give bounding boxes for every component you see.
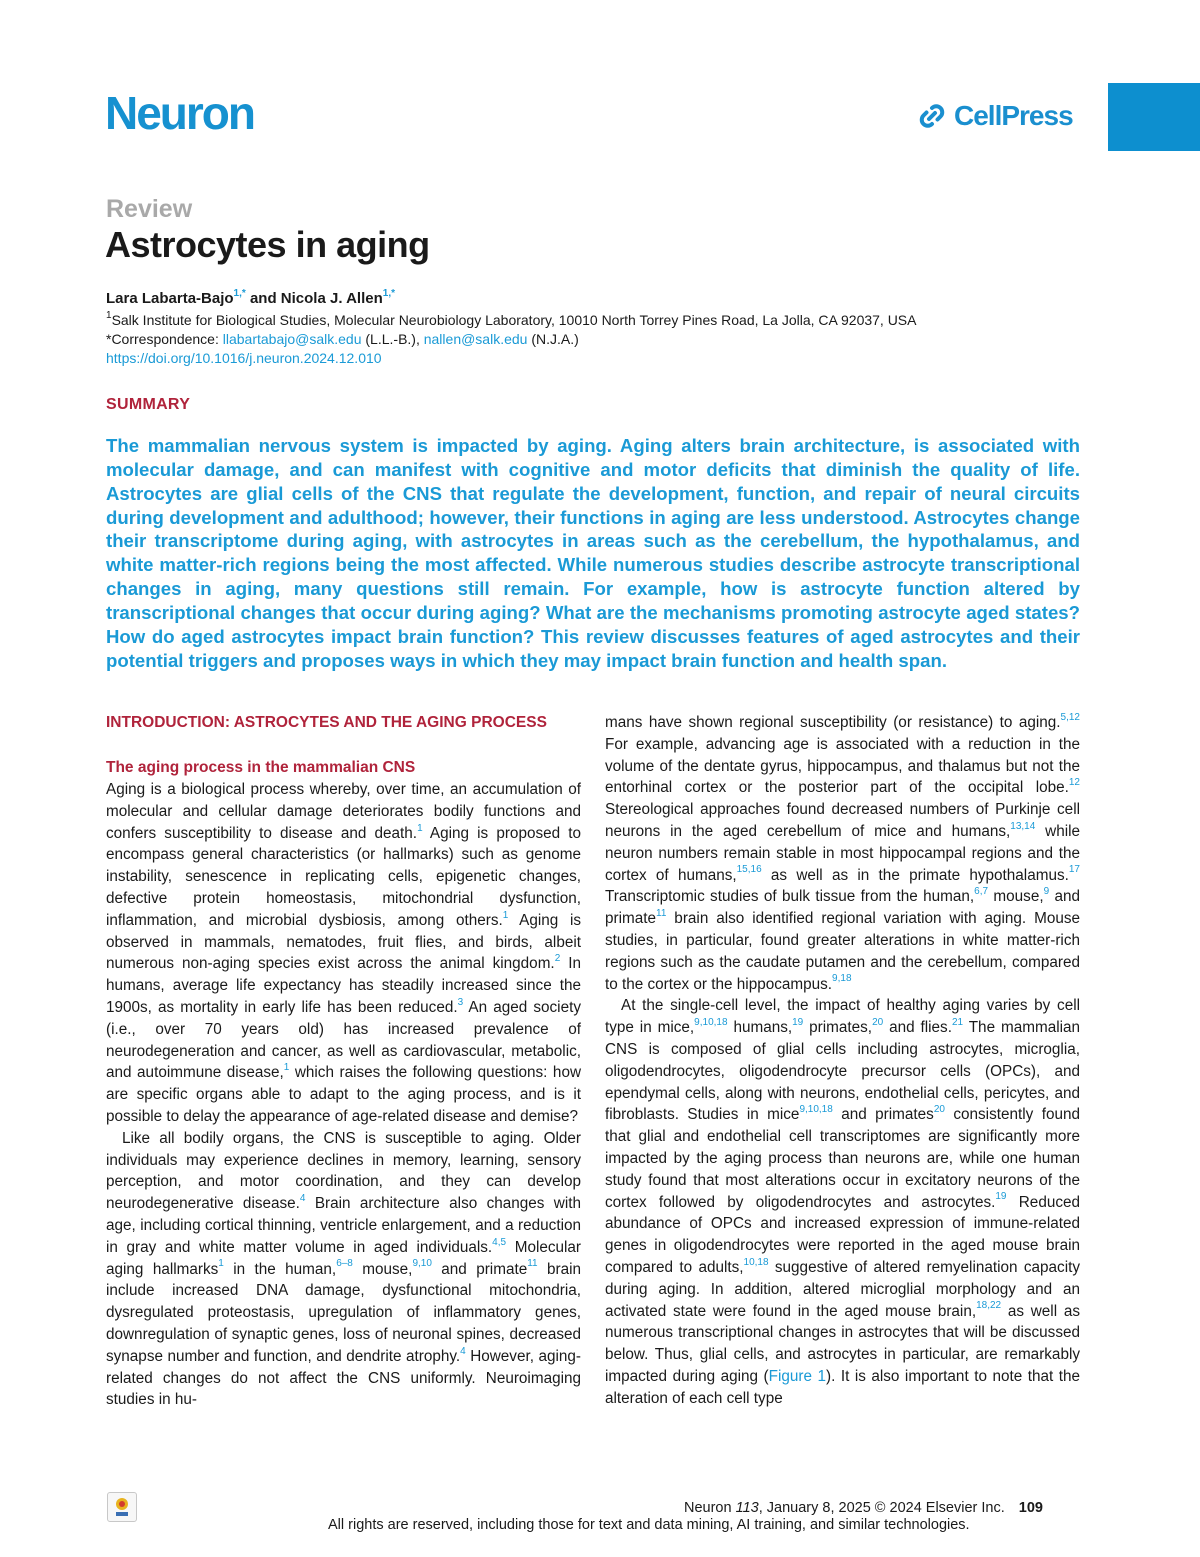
citation-ref[interactable]: 15,16 — [736, 864, 762, 876]
citation-ref[interactable]: 9,10 — [412, 1258, 432, 1270]
affiliation-line — [106, 311, 1066, 330]
figure-link[interactable]: Figure 1 — [768, 1367, 826, 1385]
author-list — [106, 290, 395, 307]
citation-ref[interactable]: 21 — [951, 1017, 964, 1029]
author-marks: 1,* — [233, 288, 246, 299]
citation-ref[interactable]: 9,18 — [832, 973, 852, 985]
citation-ref[interactable]: 11 — [656, 908, 667, 920]
body-paragraph: Aging is a biological process whereby, over time, an accumulation of molecular and cellular damage deteriorates bodily functions and confers susceptibility to disease and death.$^1$ Aging is proposed to encompass general characteristics (or hallmarks) such as genome instability, senescence in replicating cells, epigenetic changes, defective protein homeostasis, mitochondrial dysfunction, inflammation, and microbial dysbiosis, among others.$^1$ Aging is observed in mammals, nematodes, fruit flies, and birds, albeit numerous non-aging species exist across the animal kingdom.$^2$ In humans, average life expectancy has steadily increased since the 1900s, as mortality in early life has been reduced.$^3$ An aged society (i.e., over 70 years old) has increased prevalence of neurodegeneration and cancer, as well as cardiovascular, metabolic, and autoimmune disease,$^1$ which raises the following questions: how are specific organs able to adapt to the aging process, and is it possible to delay the appearance of age-related disease and demise? — [106, 781, 582, 1125]
check-updates-icon — [112, 1496, 132, 1518]
affiliation-mark: 1 — [106, 310, 112, 322]
page-number: 109 — [1018, 1500, 1043, 1516]
correspondence-line — [106, 330, 1066, 349]
citation-volume: 113 — [735, 1500, 759, 1516]
doi-link[interactable]: https://doi.org/10.1016/j.neuron.2024.12.010 — [106, 350, 382, 366]
citation-ref[interactable]: 1 — [218, 1258, 224, 1270]
citation-ref[interactable]: 19 — [792, 1017, 804, 1029]
article-title: Astrocytes in aging — [105, 224, 430, 265]
email-link[interactable]: nallen@salk.edu — [423, 331, 528, 347]
rights-notice: All rights are reserved, including those for text and data mining, AI training, and similar technologies. — [328, 1517, 970, 1533]
check-for-updates-badge[interactable] — [107, 1492, 137, 1522]
author-name: Lara Labarta-Bajo — [106, 290, 234, 307]
citation-ref[interactable]: 9,10,18 — [799, 1104, 833, 1116]
citation-ref[interactable]: 1 — [417, 822, 423, 834]
citation-ref[interactable]: 3 — [457, 996, 464, 1008]
body-paragraph: Like all bodily organs, the CNS is susceptible to aging. Older individuals may experience declines in memory, learning, sensory perception, and motor coordination, and they can develop neurodegenerative disease.$^4$ Brain architecture also changes with age, including cortical thinning, ventricle enlargement, and a reduction in gray and white matter volume in aged individuals.$^{4,5}$ Molecular aging hallmarks$^1$ in the human,$^{6-8}$ mouse,$^{9,10}$ and primate$^{11}$ brain include increased DNA damage, dysfunctional mitochondria, dysregulated proteostasis, upregulation of inflammatory genes, downregulation of synaptic genes, loss of neuronal spines, decreased synapse number and function, and dendrite atrophy.$^4$ However, aging-related changes do not affect the CNS uniformly. Neuroimaging studies in hu- — [106, 1129, 582, 1409]
citation-ref[interactable]: 11 — [527, 1258, 538, 1270]
publisher-logo — [916, 100, 1073, 132]
right-column — [605, 712, 1080, 1410]
citation-ref[interactable]: 4,5 — [492, 1236, 507, 1248]
author-name: Nicola J. Allen — [280, 290, 383, 307]
citation-ref[interactable]: 4 — [460, 1345, 466, 1357]
citation-ref[interactable]: 1 — [283, 1062, 290, 1074]
citation-ref[interactable]: 18,22 — [976, 1300, 1002, 1312]
citation-ref[interactable]: 9,10,18 — [694, 1017, 728, 1029]
citation-ref[interactable]: 6,7 — [974, 886, 989, 898]
summary-heading: SUMMARY — [106, 396, 191, 413]
body-paragraph: At the single-cell level, the impact of healthy aging varies by cell type in mice,$^{9,10,18}$ humans,$^{19}$ primates,$^{20}$ and flies.$^{21}$ The mammalian CNS is composed of glial cells including astrocytes, microglia, oligodendrocytes, oligodendrocyte precursor cells (OPCs), and ependymal cells, along with neurons, endothelial cells, pericytes, and fibroblasts. Studies in mice$^{9,10,18}$ and primates$^{20}$ consistently found that glial and endothelial cell transcriptomes are significantly more impacted by the aging process than neurons are, while one human study found that most alterations occur in excitatory neurons of the cortex followed by oligodendrocytes and astrocytes.$^{19}$ Reduced abundance of OPCs and increased expression of immune-related genes in oligodendrocytes were reported in the aged mouse brain compared to adults,$^{10,18}$ suggestive of altered remyelination capacity during aging. In addition, altered microglial morphology and an activated state were found in the aged mouse brain,$^{18,22}$ as well as numerous transcriptional changes in astrocytes that will be discussed below. Thus, glial cells, and astrocytes in particular, are remarkably impacted during aging (Figure 1). It is also important to note that the alteration of each cell type — [605, 997, 1081, 1407]
author-marks: 1,* — [382, 288, 396, 299]
publisher-name: CellPress — [954, 100, 1073, 131]
article-type: Review — [106, 195, 193, 223]
body-paragraph: mans have shown regional susceptibility (or resistance) to aging.$^{5,12}$ For example, advancing age is associated with a reduction in the volume of the dentate gyrus, hippocampus, and thalamus but not the entorhinal cortex or the posterior part of the occipital lobe.$^{12}$ Stereological approaches found decreased numbers of Purkinje cell neurons in the aged cerebellum of mice and humans,$^{13,14}$ while neuron numbers remain stable in most hippocampal regions and the cortex of humans,$^{15,16}$ as well as in the primate hypothalamus.$^{17}$ Transcriptomic studies of bulk tissue from the human,$^{6,7}$ mouse,$^9$ and primate$^{11}$ brain also identified regional variation with aging. Mouse studies, in particular, found greater alterations in white matter-rich regions such as the caudate putamen and the cerebellum, compared to the cortex or the hippocampus.$^{9,18}$ — [605, 711, 1081, 993]
subsection-heading: The aging process in the mammalian CNS — [106, 759, 416, 776]
author-conjunction: and — [245, 290, 281, 307]
email-owner: (L.L.-B.), — [361, 331, 424, 347]
cellpress-logo-icon — [916, 100, 948, 132]
citation-ref[interactable]: 5,12 — [1060, 711, 1080, 723]
citation-line — [684, 1500, 1043, 1516]
citation-ref[interactable]: 1 — [502, 909, 509, 921]
citation-ref[interactable]: 17 — [1068, 864, 1080, 876]
citation-ref[interactable]: 20 — [872, 1017, 884, 1029]
citation-ref[interactable]: 2 — [554, 953, 561, 965]
left-column — [106, 712, 581, 1411]
citation-ref[interactable]: 12 — [1068, 777, 1080, 789]
affiliation-text: Salk Institute for Biological Studies, Molecular Neurobiology Laboratory, 10010 North Torrey Pines Road, La Jolla, CA 92037, USA — [111, 312, 917, 328]
citation-date-copyright: , January 8, 2025 © 2024 Elsevier Inc. — [758, 1500, 1005, 1516]
summary-text: The mammalian nervous system is impacted by aging. Aging alters brain architecture, is associated with molecular damage, and can manifest with cognitive and motor deficits that diminish the quality of life. Astrocytes are glial cells of the CNS that regulate the development, function, and repair of neural circuits during development and adulthood; however, their functions in aging are less understood. Astrocytes change their transcriptome during aging, with astrocytes in areas such as the cerebellum, the hypothalamus, and white matter-rich regions being the most affected. While numerous studies describe astrocyte transcriptional changes in aging, many questions still remain. For example, how is astrocyte function altered by transcriptional changes that occur during aging? What are the mechanisms promoting astrocyte aged states? How do aged astrocytes impact brain function? This review discusses features of aged astrocytes and their potential triggers and proposes ways in which they may impact brain function and health span. — [106, 435, 1080, 671]
citation-ref[interactable]: 10,18 — [743, 1256, 769, 1268]
citation-ref[interactable]: 13,14 — [1010, 820, 1036, 832]
citation-ref[interactable]: 6–8 — [336, 1258, 353, 1270]
citation-journal: Neuron — [684, 1500, 736, 1516]
citation-ref[interactable]: 4 — [299, 1193, 306, 1205]
journal-name: Neuron — [105, 87, 254, 139]
affiliation-block — [106, 311, 1066, 368]
correspondence-label: *Correspondence: — [106, 331, 223, 347]
section-heading: INTRODUCTION: ASTROCYTES AND THE AGING PROCESS — [106, 714, 547, 731]
email-link[interactable]: llabartabajo@salk.edu — [222, 331, 362, 347]
header-color-block — [1108, 83, 1200, 151]
citation-ref[interactable]: 19 — [995, 1191, 1007, 1203]
email-owner: (N.J.A.) — [527, 331, 579, 347]
citation-ref[interactable]: 20 — [933, 1104, 945, 1116]
citation-ref[interactable]: 9 — [1043, 886, 1050, 898]
